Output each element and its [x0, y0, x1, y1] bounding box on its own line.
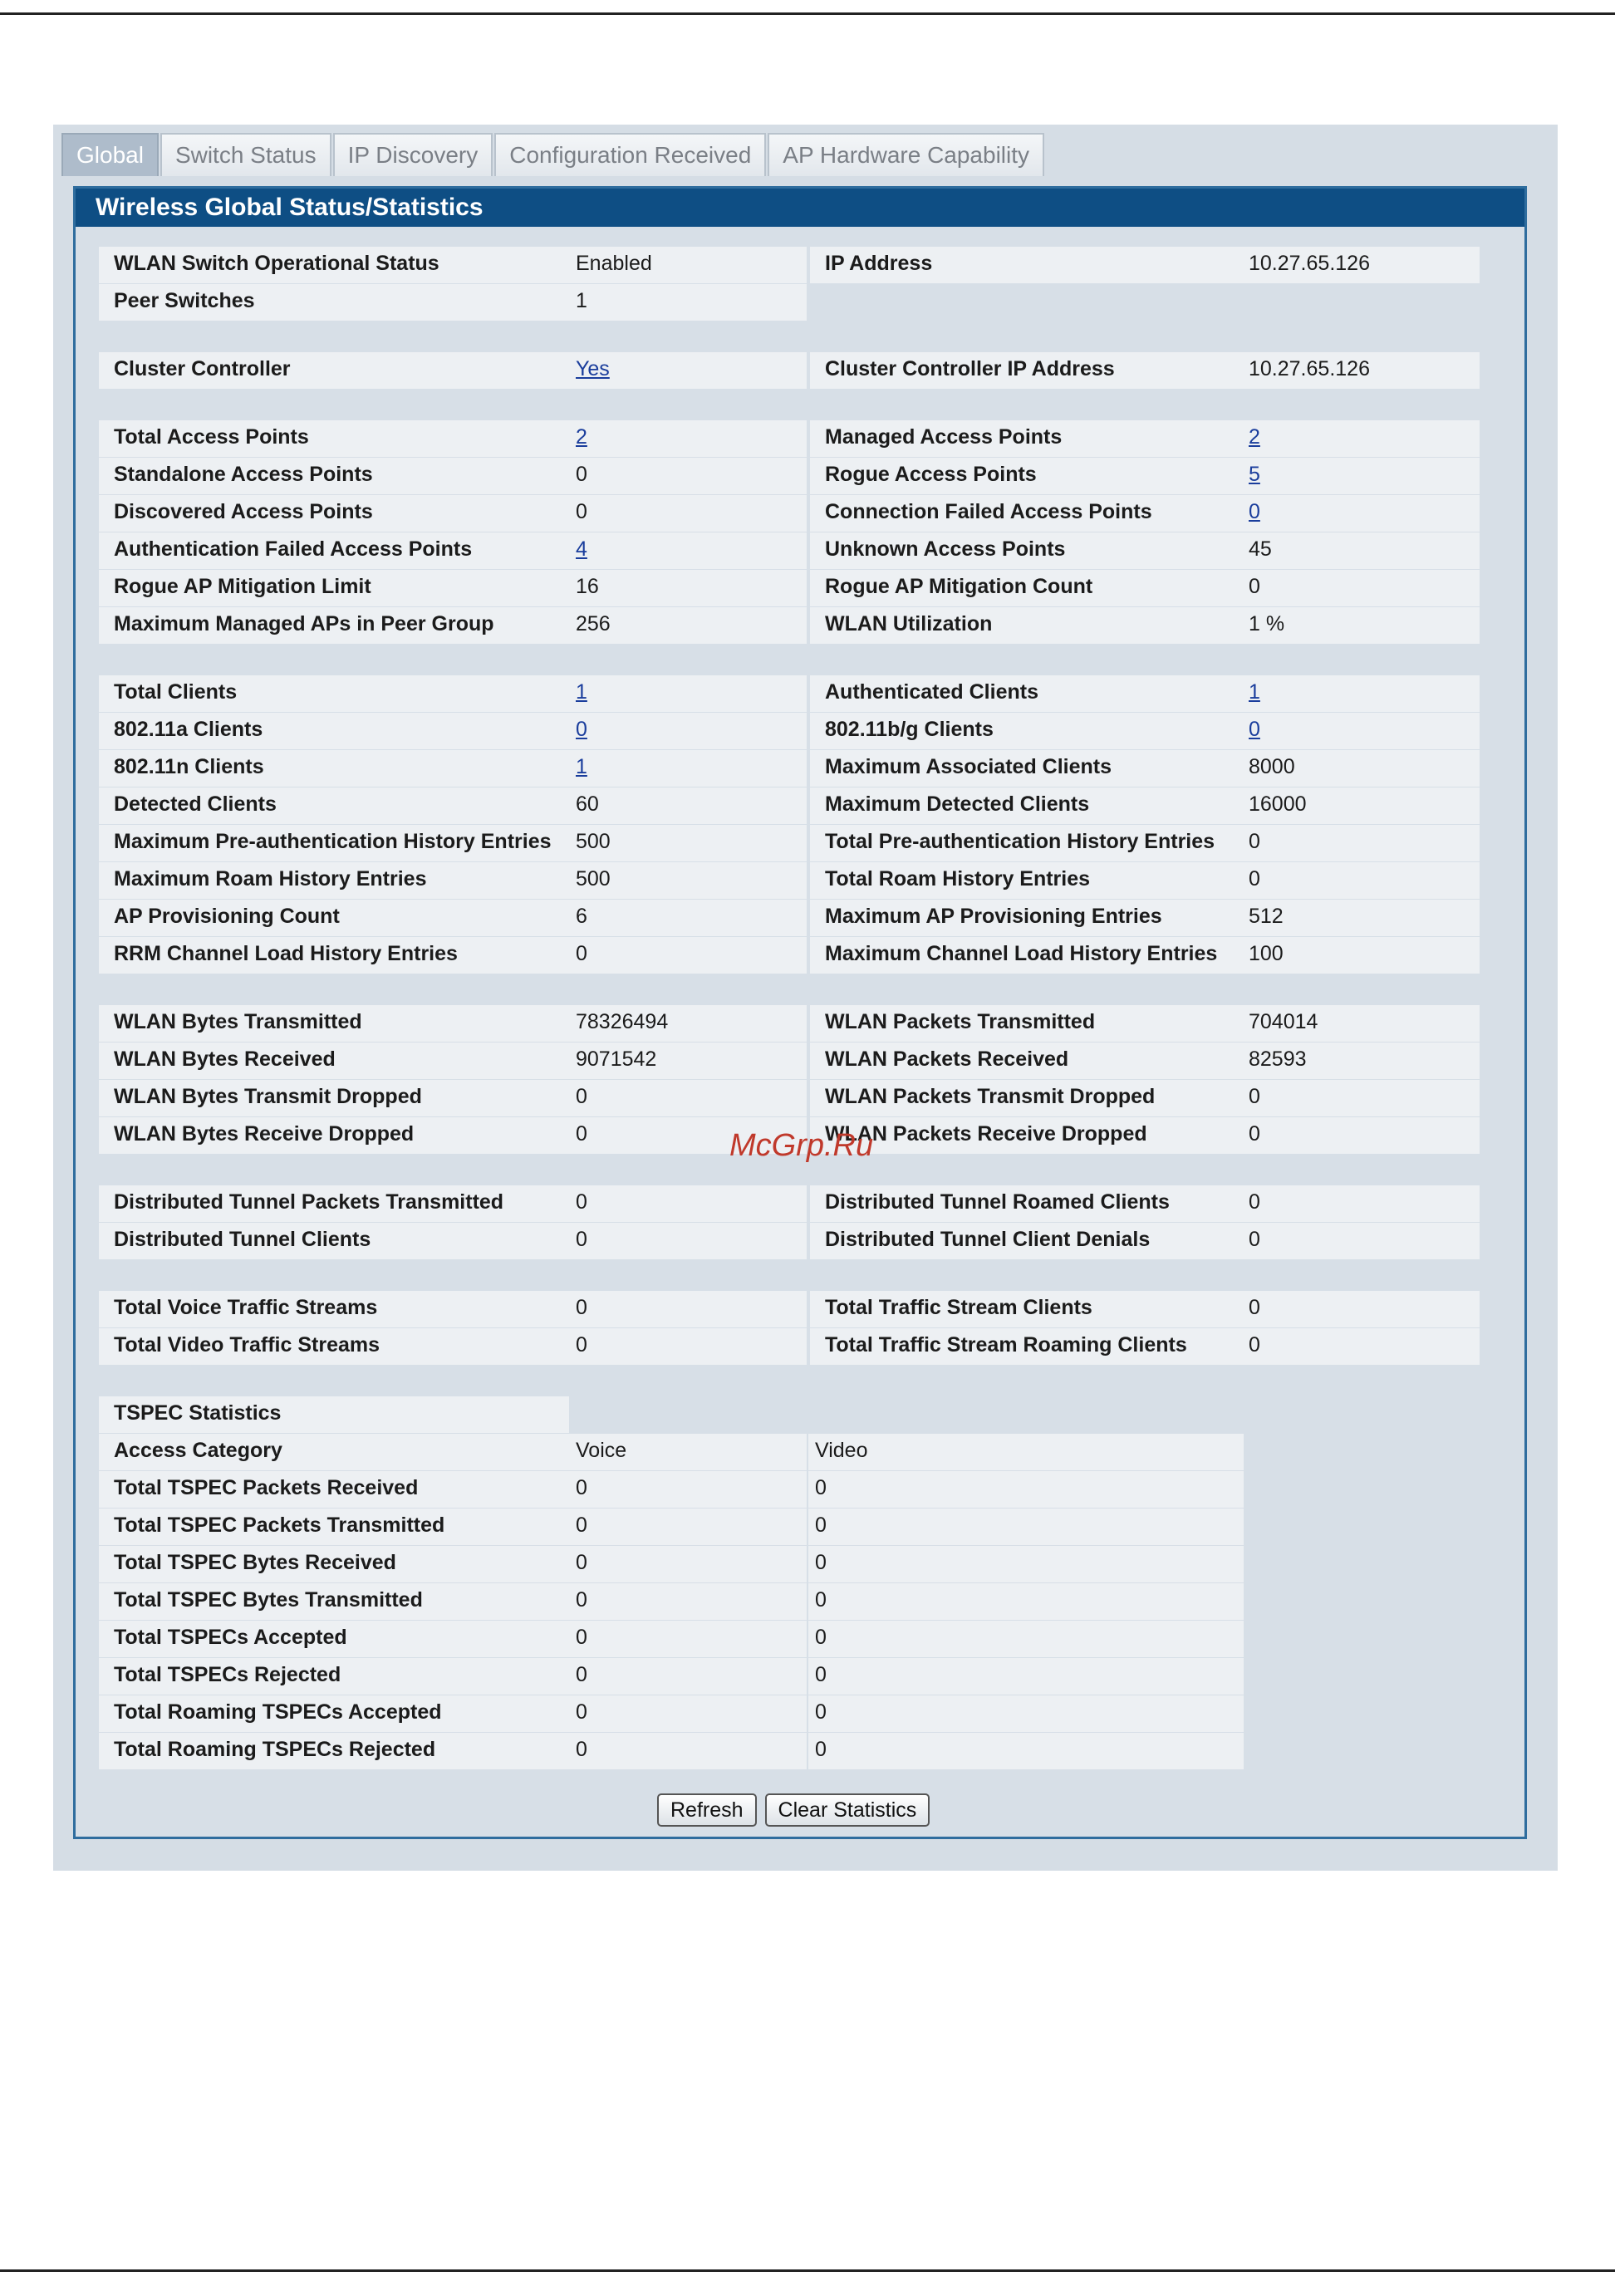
stat-label: Total Video Traffic Streams	[99, 1328, 569, 1365]
stat-value: 0	[569, 1328, 807, 1365]
wireless-global-status-panel	[73, 186, 1527, 1839]
stat-value: 0	[569, 937, 807, 974]
stat-value	[1242, 458, 1480, 494]
status-page-frame	[53, 125, 1558, 1871]
stats-row	[99, 352, 1503, 389]
tspec-value: 0	[569, 1695, 807, 1732]
tspec-statistics-table	[99, 1396, 1503, 1769]
stats-row	[99, 1043, 1503, 1079]
stats-group	[99, 1185, 1503, 1259]
stats-row	[99, 1223, 1503, 1259]
stat-label: Peer Switches	[99, 284, 569, 321]
stats-row	[99, 825, 1503, 861]
tab-global[interactable]: Global	[61, 133, 159, 176]
tab-ap-hardware-capability[interactable]: AP Hardware Capability	[768, 133, 1044, 176]
stats-group	[99, 1291, 1503, 1365]
stats-row	[99, 937, 1503, 974]
stat-value: 0	[569, 495, 807, 532]
tspec-row	[99, 1695, 1503, 1732]
stats-row	[99, 1328, 1503, 1365]
tspec-value: 0	[569, 1546, 807, 1582]
stat-label: WLAN Utilization	[810, 607, 1242, 644]
tab-switch-status[interactable]: Switch Status	[160, 133, 331, 176]
stat-value: 78326494	[569, 1005, 807, 1042]
stat-value: 0	[569, 1080, 807, 1116]
tspec-value: 0	[808, 1733, 1244, 1769]
stat-label: WLAN Bytes Transmit Dropped	[99, 1080, 569, 1116]
stat-value: 10.27.65.126	[1242, 352, 1480, 389]
stats-row	[99, 420, 1503, 457]
stat-value: 1	[569, 284, 807, 321]
stat-label: Cluster Controller IP Address	[810, 352, 1242, 389]
stat-label: Total Pre-authentication History Entries	[810, 825, 1242, 861]
stat-label	[810, 284, 1242, 321]
stat-label: Managed Access Points	[810, 420, 1242, 457]
stat-value-link[interactable]: 1	[576, 680, 587, 704]
stat-label: Rogue AP Mitigation Limit	[99, 570, 569, 606]
tspec-label: Total TSPEC Bytes Received	[99, 1546, 569, 1582]
tspec-row	[99, 1546, 1503, 1582]
stat-value-link[interactable]: 2	[576, 425, 587, 449]
stat-value: 16000	[1242, 787, 1480, 824]
stat-label: WLAN Switch Operational Status	[99, 247, 569, 283]
tspec-value: 0	[808, 1546, 1244, 1582]
stat-value: 1 %	[1242, 607, 1480, 644]
page-bottom-rule	[0, 2269, 1615, 2272]
stats-row	[99, 1005, 1503, 1042]
stats-row	[99, 675, 1503, 712]
stat-value: 6	[569, 900, 807, 936]
stat-label: Total Access Points	[99, 420, 569, 457]
stats-group	[99, 352, 1503, 389]
status-table	[99, 247, 1503, 1801]
stats-row	[99, 247, 1503, 283]
tspec-label: Access Category	[99, 1434, 569, 1470]
stat-label: Authenticated Clients	[810, 675, 1242, 712]
stat-value: 0	[1242, 862, 1480, 899]
stats-group	[99, 247, 1503, 321]
stat-label: RRM Channel Load History Entries	[99, 937, 569, 974]
stat-value: 0	[569, 1185, 807, 1222]
stat-value-link[interactable]: 0	[576, 718, 587, 741]
stat-label: Standalone Access Points	[99, 458, 569, 494]
stat-label: Total Roam History Entries	[810, 862, 1242, 899]
stat-label: Maximum Associated Clients	[810, 750, 1242, 787]
stat-value: 0	[1242, 1223, 1480, 1259]
stat-value	[569, 750, 807, 787]
stat-value: 9071542	[569, 1043, 807, 1079]
stats-row	[99, 750, 1503, 787]
stat-value: 256	[569, 607, 807, 644]
stat-label: 802.11a Clients	[99, 713, 569, 749]
stat-value	[569, 532, 807, 569]
tspec-label: Total TSPECs Accepted	[99, 1621, 569, 1657]
stat-label: WLAN Bytes Receive Dropped	[99, 1117, 569, 1154]
stat-value-link[interactable]: 0	[1249, 718, 1260, 741]
tspec-title: TSPEC Statistics	[99, 1396, 569, 1433]
stat-label: WLAN Packets Received	[810, 1043, 1242, 1079]
stat-value: 0	[1242, 1117, 1480, 1154]
stat-label: Distributed Tunnel Clients	[99, 1223, 569, 1259]
stat-label: Total Traffic Stream Clients	[810, 1291, 1242, 1327]
stat-value: 0	[1242, 1080, 1480, 1116]
button-bar	[657, 1793, 930, 1827]
stat-value: 0	[569, 1291, 807, 1327]
stat-value: 512	[1242, 900, 1480, 936]
stat-value: 100	[1242, 937, 1480, 974]
page-top-rule	[0, 12, 1615, 15]
tspec-row	[99, 1658, 1503, 1695]
stat-label: Connection Failed Access Points	[810, 495, 1242, 532]
stat-label: Maximum Channel Load History Entries	[810, 937, 1242, 974]
stat-label: Rogue Access Points	[810, 458, 1242, 494]
tspec-label: Total TSPEC Bytes Transmitted	[99, 1583, 569, 1620]
stat-label: Total Clients	[99, 675, 569, 712]
stat-label: Cluster Controller	[99, 352, 569, 389]
tspec-row	[99, 1583, 1503, 1620]
stat-value-link[interactable]: 0	[1249, 500, 1260, 523]
stats-row	[99, 1185, 1503, 1222]
tspec-row	[99, 1471, 1503, 1508]
stat-label: WLAN Bytes Transmitted	[99, 1005, 569, 1042]
stat-label: Total Traffic Stream Roaming Clients	[810, 1328, 1242, 1365]
stat-label: WLAN Packets Transmit Dropped	[810, 1080, 1242, 1116]
tspec-value: 0	[569, 1471, 807, 1508]
tspec-row	[99, 1434, 1503, 1470]
stat-label: Authentication Failed Access Points	[99, 532, 569, 569]
tspec-label: Total TSPEC Packets Received	[99, 1471, 569, 1508]
stat-label: Distributed Tunnel Packets Transmitted	[99, 1185, 569, 1222]
stat-value: 16	[569, 570, 807, 606]
stat-label: IP Address	[810, 247, 1242, 283]
stats-row	[99, 570, 1503, 606]
refresh-button[interactable]: Refresh	[657, 1793, 757, 1827]
stat-label: AP Provisioning Count	[99, 900, 569, 936]
tspec-label: Total Roaming TSPECs Accepted	[99, 1695, 569, 1732]
stats-row	[99, 1080, 1503, 1116]
stat-label: Maximum Pre-authentication History Entries	[99, 825, 569, 861]
stat-label: Discovered Access Points	[99, 495, 569, 532]
stats-row	[99, 284, 1503, 321]
stat-value	[1242, 675, 1480, 712]
stat-label: Unknown Access Points	[810, 532, 1242, 569]
stat-value: 0	[1242, 570, 1480, 606]
stat-value	[569, 420, 807, 457]
tspec-label: Total TSPECs Rejected	[99, 1658, 569, 1695]
tspec-row	[99, 1621, 1503, 1657]
stat-label: Total Voice Traffic Streams	[99, 1291, 569, 1327]
stat-value	[1242, 495, 1480, 532]
tspec-row	[99, 1733, 1503, 1769]
tspec-value: 0	[808, 1583, 1244, 1620]
stats-row	[99, 532, 1503, 569]
stat-value: 10.27.65.126	[1242, 247, 1480, 283]
stat-value: 82593	[1242, 1043, 1480, 1079]
stat-label: WLAN Packets Transmitted	[810, 1005, 1242, 1042]
tspec-value: 0	[808, 1471, 1244, 1508]
stat-value: 0	[1242, 1185, 1480, 1222]
stat-value: Enabled	[569, 247, 807, 283]
clear-statistics-button[interactable]: Clear Statistics	[765, 1793, 930, 1827]
stat-value	[1242, 284, 1480, 321]
stats-row	[99, 607, 1503, 644]
tspec-value: 0	[808, 1621, 1244, 1657]
stat-label: Detected Clients	[99, 787, 569, 824]
stat-value: 60	[569, 787, 807, 824]
stat-value-link[interactable]: 5	[1249, 463, 1260, 486]
tspec-value: Video	[808, 1434, 1244, 1470]
tspec-value: Voice	[569, 1434, 807, 1470]
stat-value: 0	[569, 458, 807, 494]
stats-row	[99, 1291, 1503, 1327]
stat-value: 0	[1242, 1291, 1480, 1327]
stat-value: 500	[569, 825, 807, 861]
tspec-value: 0	[808, 1695, 1244, 1732]
tab-configuration-received[interactable]: Configuration Received	[494, 133, 766, 176]
tspec-value: 0	[808, 1658, 1244, 1695]
tab-bar	[61, 130, 1046, 176]
stat-label: WLAN Bytes Received	[99, 1043, 569, 1079]
stat-value-link[interactable]: 1	[576, 755, 587, 778]
stat-value: 8000	[1242, 750, 1480, 787]
stat-label: Rogue AP Mitigation Count	[810, 570, 1242, 606]
stat-label: Distributed Tunnel Roamed Clients	[810, 1185, 1242, 1222]
tspec-label: Total Roaming TSPECs Rejected	[99, 1733, 569, 1769]
stat-value: 0	[569, 1117, 807, 1154]
stat-label: 802.11n Clients	[99, 750, 569, 787]
stat-label: 802.11b/g Clients	[810, 713, 1242, 749]
tspec-value: 0	[569, 1658, 807, 1695]
stat-value: 704014	[1242, 1005, 1480, 1042]
stats-row	[99, 713, 1503, 749]
tspec-value: 0	[808, 1509, 1244, 1545]
stat-value	[1242, 713, 1480, 749]
stat-value: 0	[1242, 1328, 1480, 1365]
stat-value	[569, 675, 807, 712]
tspec-label: Total TSPEC Packets Transmitted	[99, 1509, 569, 1545]
stats-row	[99, 862, 1503, 899]
stats-group	[99, 420, 1503, 644]
stat-label: Maximum Detected Clients	[810, 787, 1242, 824]
stats-row	[99, 900, 1503, 936]
stat-value: 0	[1242, 825, 1480, 861]
tspec-row	[99, 1509, 1503, 1545]
tspec-value: 0	[569, 1621, 807, 1657]
tab-ip-discovery[interactable]: IP Discovery	[333, 133, 493, 176]
watermark-text: McGrp.Ru	[729, 1128, 874, 1163]
tspec-value: 0	[569, 1733, 807, 1769]
stat-value	[569, 713, 807, 749]
tspec-title-row	[99, 1396, 1503, 1433]
tspec-value: 0	[569, 1509, 807, 1545]
stat-value	[1242, 420, 1480, 457]
stat-value-link[interactable]: 1	[1249, 680, 1260, 704]
stat-value	[569, 352, 807, 389]
stats-row	[99, 787, 1503, 824]
stat-label: WLAN Packets Receive Dropped	[810, 1117, 1242, 1154]
stat-value: 0	[569, 1223, 807, 1259]
tspec-value: 0	[569, 1583, 807, 1620]
stat-label: Distributed Tunnel Client Denials	[810, 1223, 1242, 1259]
stat-value: 500	[569, 862, 807, 899]
stats-row	[99, 458, 1503, 494]
stat-label: Maximum Roam History Entries	[99, 862, 569, 899]
stat-label: Maximum Managed APs in Peer Group	[99, 607, 569, 644]
stat-label: Maximum AP Provisioning Entries	[810, 900, 1242, 936]
panel-title: Wireless Global Status/Statistics	[76, 189, 1524, 227]
stats-group	[99, 675, 1503, 974]
stat-value-link[interactable]: 4	[576, 537, 587, 561]
stats-row	[99, 495, 1503, 532]
stat-value: 45	[1242, 532, 1480, 569]
stat-value-link[interactable]: 2	[1249, 425, 1260, 449]
stat-value-link[interactable]: Yes	[576, 357, 610, 380]
